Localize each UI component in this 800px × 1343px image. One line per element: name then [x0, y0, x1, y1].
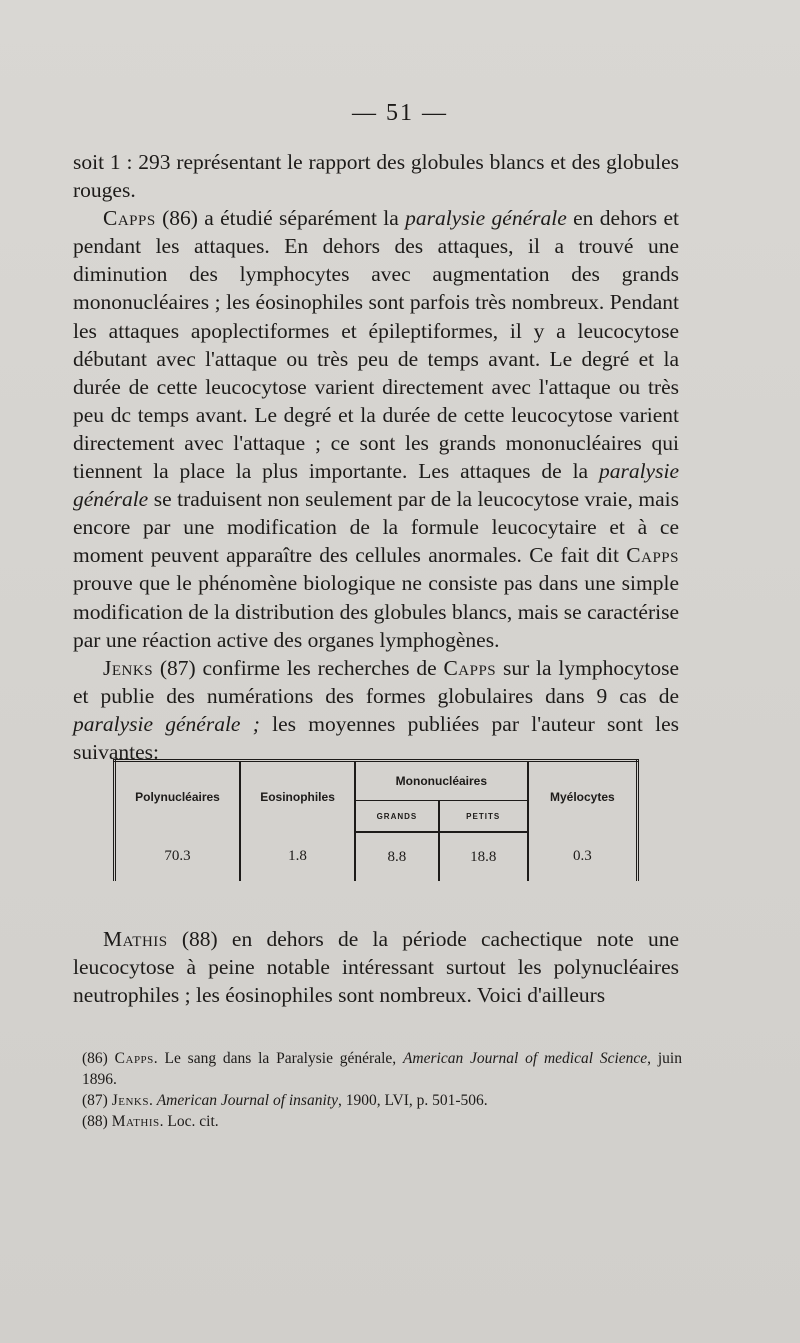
- page-number: — 51 —: [352, 100, 448, 126]
- paragraph-1: [73, 148, 679, 204]
- blood-count-table-wrapper: [113, 759, 639, 905]
- body-text-after-table: [73, 925, 679, 1009]
- author-name: Jenks: [103, 655, 154, 680]
- text-run: , juin 1896.: [82, 1050, 682, 1088]
- text-run: soit 1 : 293 représentant le rapport des globules blancs et des globules rouges.: [73, 150, 679, 203]
- body-text: [73, 148, 679, 766]
- text-run: sur la lymphocytose et publie des numérations des formes globulaires dans 9 cas de: [73, 655, 679, 708]
- text-run: (88) en dehors de la période cachectique note une leucocytose à peine notable intéressant surtout les polynucléaires neutrophiles ; les éosinophiles sont nombreux. Voici d'ailleurs: [73, 927, 679, 1008]
- text-run: .: [148, 1092, 157, 1109]
- text-run: (87) confirme les recherches de: [153, 655, 444, 680]
- text-run: . Loc. cit.: [159, 1113, 219, 1130]
- text-run: en dehors et pendant les attaques. En dehors des attaques, il a trouvé une diminution des lymphocytes avec augmentation des grands mononucléaires ; les éosinophiles sont parfois très nombreux. Pendant les attaques apoplectiformes et épileptiformes, il y a leucocytose débutant avec l'attaque ou très peu de temps avant. Le degré et la durée de cette leucocytose varient directement avec l'attaque ou très peu dc temps avant. Le degré et la durée de cette leucocytose varient directement avec l'attaque ; ce sont les grands mononucléaires qui tiennent la place la plus importante. Les attaques de la: [73, 206, 679, 484]
- author-name: Mathis: [103, 927, 168, 951]
- header-petits: PETITS: [439, 801, 528, 833]
- italic-text: American Journal of insanity: [156, 1092, 338, 1109]
- italic-text: paralysie générale ;: [73, 711, 260, 736]
- author-name: Jenks: [111, 1092, 149, 1109]
- text-run: (88): [82, 1113, 112, 1130]
- value-myelocytes: 0.3: [572, 848, 592, 864]
- paragraph-2: [73, 204, 679, 654]
- author-name: Capps: [114, 1050, 154, 1067]
- author-name: Capps: [103, 206, 156, 231]
- value-eosinophiles: 1.8: [240, 832, 355, 881]
- italic-text: paralysie générale: [73, 459, 679, 512]
- footnote-88: [82, 1111, 682, 1132]
- text-run: . Le sang dans la Paralysie générale,: [153, 1050, 403, 1067]
- italic-text: American Journal of medical Science: [402, 1050, 648, 1067]
- author-name: Mathis: [111, 1113, 160, 1130]
- text-run: (86): [82, 1050, 115, 1067]
- text-run: les moyennes publiées par l'auteur sont les suivantes:: [73, 711, 679, 764]
- italic-text: paralysie générale: [405, 206, 567, 231]
- header-polynucleaires: Polynucléaires: [115, 761, 241, 833]
- paragraph-3: [73, 654, 679, 766]
- blood-count-table: [113, 759, 639, 881]
- text-run: , 1900, LVI, p. 501-506.: [337, 1092, 488, 1109]
- text-run: (87): [82, 1092, 112, 1109]
- paragraph-4: [73, 925, 679, 1009]
- footnotes: [82, 1048, 682, 1132]
- value-polynucleaires: 70.3: [115, 832, 241, 881]
- footnote-86: [82, 1048, 682, 1090]
- header-grands: GRANDS: [355, 801, 439, 833]
- footnote-87: [82, 1090, 682, 1111]
- value-grands: 8.8: [355, 832, 439, 881]
- author-name: Capps: [443, 655, 497, 680]
- text-run: (86) a étudié séparément la: [155, 206, 406, 231]
- value-petits: 18.8: [439, 832, 528, 881]
- text-run: se traduisent non seulement par de la leucocytose vraie, mais encore par une modification de la formule leucocytaire et à ce moment peuvent apparaître des cellules anormales. Ce fait dit: [73, 487, 679, 568]
- table-row: [115, 832, 638, 881]
- author-name: Capps: [626, 543, 679, 568]
- header-eosinophiles: Eosinophiles: [240, 761, 355, 833]
- header-mononucleaires: Mononucléaires: [355, 761, 528, 801]
- text-run: prouve que le phénomène biologique ne consiste pas dans une simple modification de la distribution des globules blancs, mais se caractérise par une réaction active des organes lymphogènes.: [73, 571, 679, 652]
- header-myelocytes: Myélocytes: [549, 790, 615, 804]
